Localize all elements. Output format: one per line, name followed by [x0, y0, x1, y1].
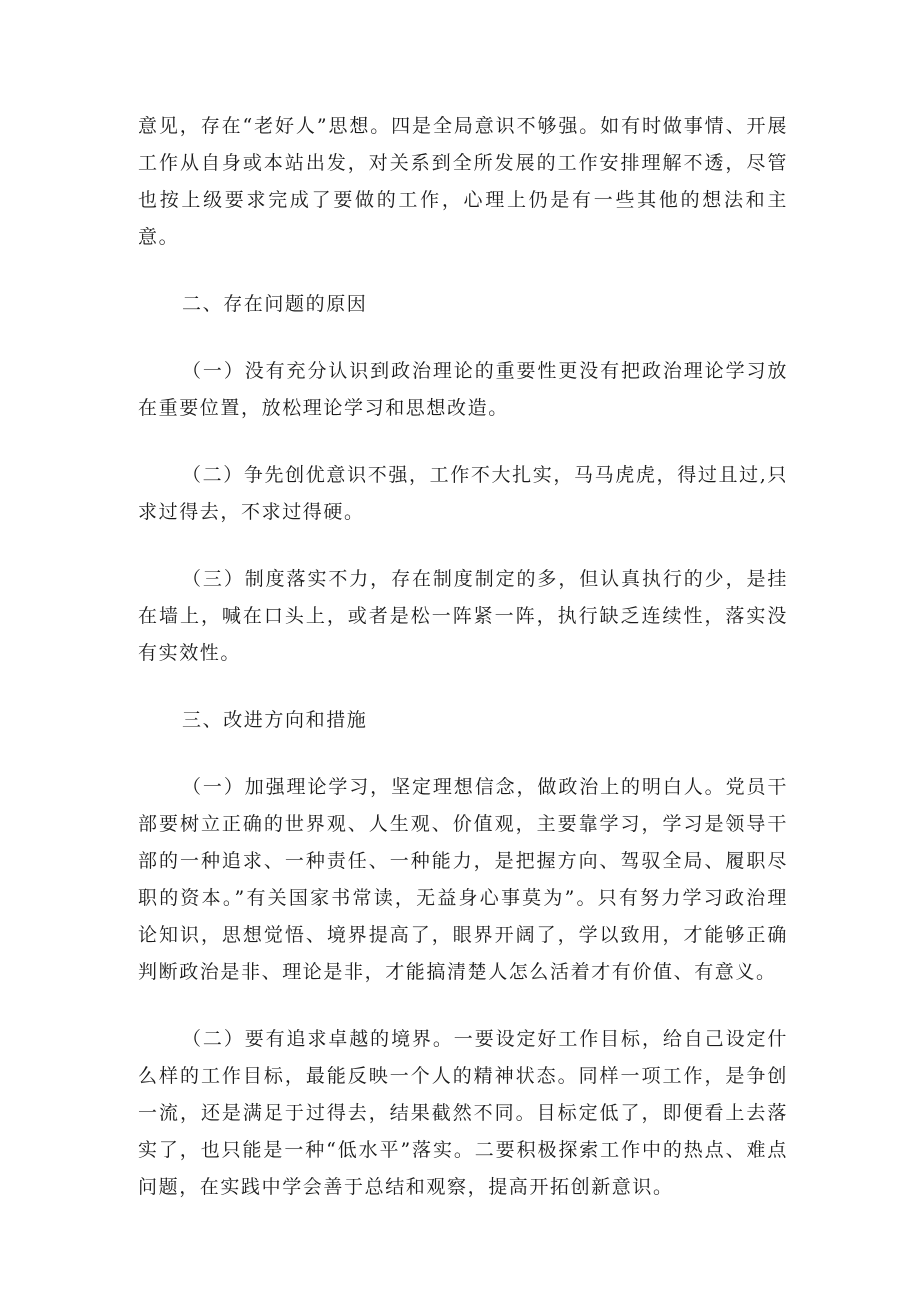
section-heading-causes: 二、存在问题的原因	[182, 293, 368, 315]
document-body	[138, 108, 788, 1206]
section-heading-measures: 三、改进方向和措施	[182, 709, 368, 731]
paragraph-measure-1: （一）加强理论学习，坚定理想信念，做政治上的明白人。党员干部要树立正确的世界观、人生观、价值观，主要靠学习，学习是领导干部的一种追求、一种责任、一种能力，是把握方向、驾驭全局、履职尽职的资本。”有关国家书常读，无益身心事莫为”。只有努力学习政治理论知识，思想觉悟、境界提高了，眼界开阔了，学以致用，才能够正确判断政治是非、理论是非，才能搞清楚人怎么活着才有价值、有意义。	[138, 776, 788, 983]
paragraph-cause-3: （三）制度落实不力，存在制度制定的多，但认真执行的少，是挂在墙上，喊在口头上，或者是松一阵紧一阵，执行缺乏连续性，落实没有实效性。	[138, 568, 788, 664]
paragraph-cause-2: （二）争先创优意识不强，工作不大扎实，马马虎虎，得过且过,只求过得去，不求过得硬。	[138, 464, 788, 523]
paragraph-continuation: 意见，存在“老好人”思想。四是全局意识不够强。如有时做事情、开展工作从自身或本站出发，对关系到全所发展的工作安排理解不透，尽管也按上级要求完成了要做的工作，心理上仍是有一些其他的想法和主意。	[138, 115, 788, 248]
paragraph-measure-2: （二）要有追求卓越的境界。一要设定好工作目标，给自己设定什么样的工作目标，最能反映一个人的精神状态。同样一项工作，是争创一流，还是满足于过得去，结果截然不同。目标定低了，即便看上去落实了，也只能是一种“低水平”落实。二要积极探索工作中的热点、难点问题，在实践中学会善于总结和观察，提高开拓创新意识。	[138, 1028, 788, 1198]
paragraph-cause-1: （一）没有充分认识到政治理论的重要性更没有把政治理论学习放在重要位置，放松理论学习和思想改造。	[138, 360, 788, 419]
